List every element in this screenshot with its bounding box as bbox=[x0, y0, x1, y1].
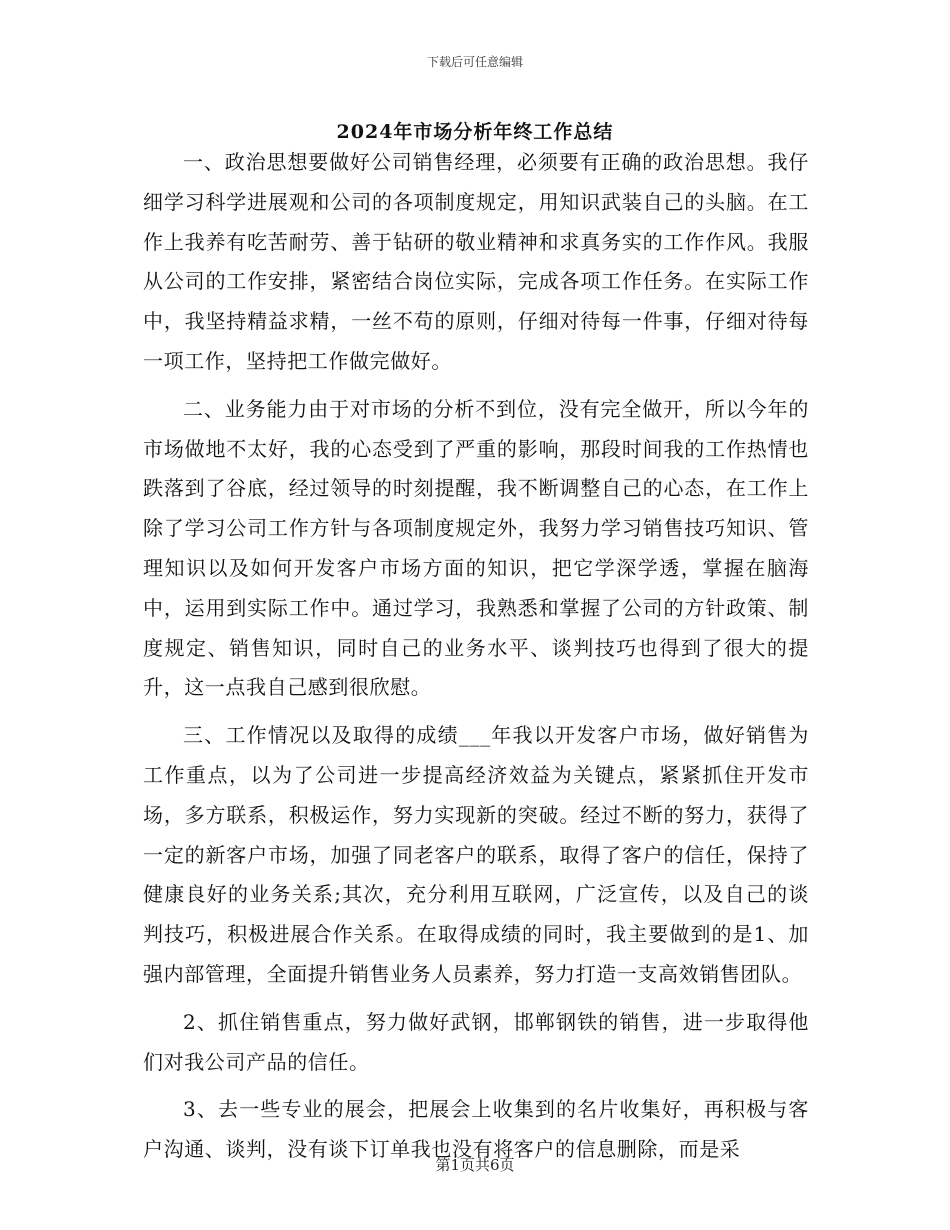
paragraph-3: 三、工作情况以及取得的成绩___年我以开发客户市场，做好销售为工作重点，以为了公司进一步提高经济效益为关键点，紧紧抓住开发市场，多方联系，积极运作，努力实现新的突破。经过不断的努力，获得了一定的新客户市场，加强了同老客户的联系，取得了客户的信任，保持了健康良好的业务关系;其次，充分利用互联网，广泛宣传，以及自己的谈判技巧，积极进展合作关系。在取得成绩的同时，我主要做到的是1、加强内部管理，全面提升销售业务人员素养，努力打造一支高效销售团队。 bbox=[143, 723, 809, 986]
paragraph-1: 一、政治思想要做好公司销售经理，必须要有正确的政治思想。我仔细学习科学进展观和公司的各项制度规定，用知识武装自己的头脑。在工作上我养有吃苦耐劳、善于钻研的敬业精神和求真务实的工作作风。我服从公司的工作安排，紧密结合岗位实际，完成各项工作任务。在实际工作中，我坚持精益求精，一丝不苟的原则，仔细对待每一件事，仔细对待每一项工作，坚持把工作做完做好。 bbox=[143, 150, 809, 373]
paragraph-2: 二、业务能力由于对市场的分析不到位，没有完全做开，所以今年的市场做地不太好，我的心态受到了严重的影响，那段时间我的工作热情也跌落到了谷底，经过领导的时刻提醒，我不断调整自己的心态，在工作上除了学习公司工作方针与各项制度规定外，我努力学习销售技巧知识、管理知识以及如何开发客户市场方面的知识，把它学深学透，掌握在脑海中，运用到实际工作中。通过学习，我熟悉和掌握了公司的方针政策、制度规定、销售知识，同时自己的业务水平、谈判技巧也得到了很大的提升，这一点我自己感到很欣慰。 bbox=[143, 396, 809, 700]
document-body bbox=[143, 143, 809, 1170]
document-title: 2024年市场分析年终工作总结 bbox=[336, 121, 614, 143]
page-header-note: 下载后可任意编辑 bbox=[426, 55, 523, 69]
paragraph-4: 2、抓住销售重点，努力做好武钢，邯郸钢铁的销售，进一步取得他们对我公司产品的信任。 bbox=[143, 1009, 809, 1074]
paragraph-5: 3、去一些专业的展会，把展会上收集到的名片收集好，再积极与客户沟通、谈判，没有谈下订单我也没有将客户的信息删除，而是采 bbox=[143, 1097, 809, 1162]
page-number: 第1页共6页 bbox=[435, 1156, 515, 1174]
